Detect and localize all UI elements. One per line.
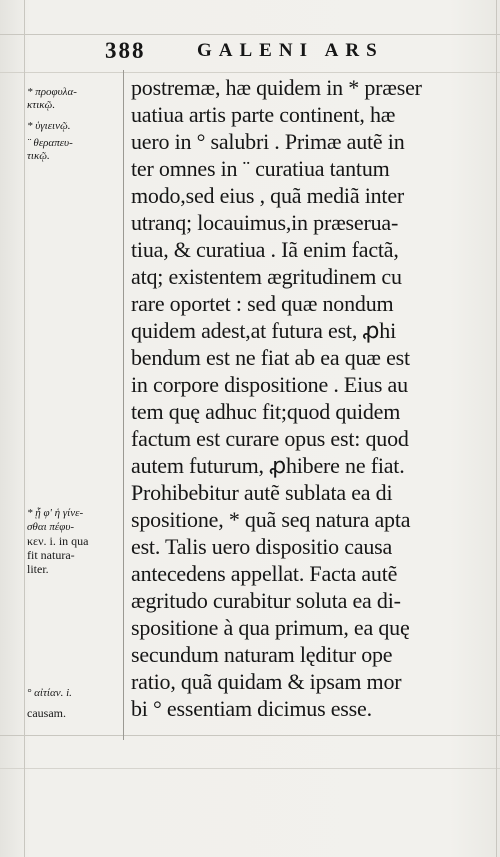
frame-rule-top bbox=[0, 34, 500, 35]
margin-note-natura bbox=[27, 506, 123, 576]
running-title: GALENI ARS bbox=[197, 40, 384, 61]
text-line: ter omnes in ¨ curatiua tantum bbox=[131, 156, 390, 181]
margin-note-line: causam. bbox=[27, 706, 66, 720]
margin-note-line: liter. bbox=[27, 562, 49, 576]
text-line: in corpore dispositione . Eius au bbox=[131, 372, 408, 397]
text-line: tem quę adhuc fit;quod quidem bbox=[131, 399, 401, 424]
frame-rule-header bbox=[0, 72, 500, 73]
text-line: ægritudo curabitur soluta ea di- bbox=[131, 588, 401, 613]
frame-rule-left bbox=[24, 0, 25, 857]
frame-rule-bottom bbox=[0, 735, 500, 736]
page-number: 388 bbox=[105, 38, 146, 63]
text-line: est. Talis uero dispositio causa bbox=[131, 534, 393, 559]
text-line: autem futurum, ꝓhibere ne fiat. bbox=[131, 453, 405, 478]
text-line: spositione, * quã seq natura apta bbox=[131, 507, 411, 532]
margin-note-line: κεν. i. in qua bbox=[27, 534, 89, 548]
margin-note-causam bbox=[27, 686, 123, 720]
margin-note-line: * ᾗ φ' ἡ γίνε- bbox=[27, 507, 84, 519]
text-line: modo,sed eius , quã mediã inter bbox=[131, 183, 405, 208]
margin-note-line: τικῷ. bbox=[27, 150, 50, 162]
text-line: factum est curare opus est: quod bbox=[131, 426, 409, 451]
text-line: rare oportet : sed quæ nondum bbox=[131, 291, 394, 316]
text-line: bendum est ne fiat ab ea quæ est bbox=[131, 345, 410, 370]
margin-divider-rule bbox=[123, 70, 124, 740]
text-line: secundum naturam lęditur ope bbox=[131, 642, 393, 667]
margin-note-line: σθαι πέφυ- bbox=[27, 521, 75, 533]
blank-page-footer bbox=[0, 740, 500, 857]
margin-note-greek-terms bbox=[27, 86, 123, 163]
margin-note-line: ° αἰτίαν. i. bbox=[27, 687, 72, 699]
margin-note-line: ¨ θεραπευ- bbox=[27, 137, 73, 149]
text-line: Prohibebitur autẽ sublata ea di bbox=[131, 480, 393, 505]
text-line: ratio, quã quidam & ipsam mor bbox=[131, 669, 402, 694]
text-line: atq; existentem ægritudinem cu bbox=[131, 264, 402, 289]
margin-note-line: * ὑγιεινῷ. bbox=[27, 120, 71, 132]
text-line: bi ° essentiam dicimus esse. bbox=[131, 696, 372, 721]
text-line: uero in ° salubri . Primæ autẽ in bbox=[131, 129, 405, 154]
text-line: uatiua artis parte continent, hæ bbox=[131, 102, 396, 127]
page-header bbox=[105, 38, 485, 68]
text-line: tiua, & curatiua . Iã enim factã, bbox=[131, 237, 399, 262]
margin-note-line: fit natura- bbox=[27, 548, 75, 562]
text-line: utranq; locauimus,in præserua- bbox=[131, 210, 399, 235]
margin-note-line: κτικῷ. bbox=[27, 99, 56, 111]
text-line: antecedens appellat. Facta autẽ bbox=[131, 561, 398, 586]
main-text-block bbox=[131, 74, 497, 722]
text-line: spositione à qua primum, ea quę bbox=[131, 615, 410, 640]
text-line: quidem adest,at futura est, ꝓhi bbox=[131, 318, 396, 343]
text-line: postremæ, hæ quidem in * præser bbox=[131, 75, 422, 100]
margin-note-line: * προφυλα- bbox=[27, 86, 77, 98]
